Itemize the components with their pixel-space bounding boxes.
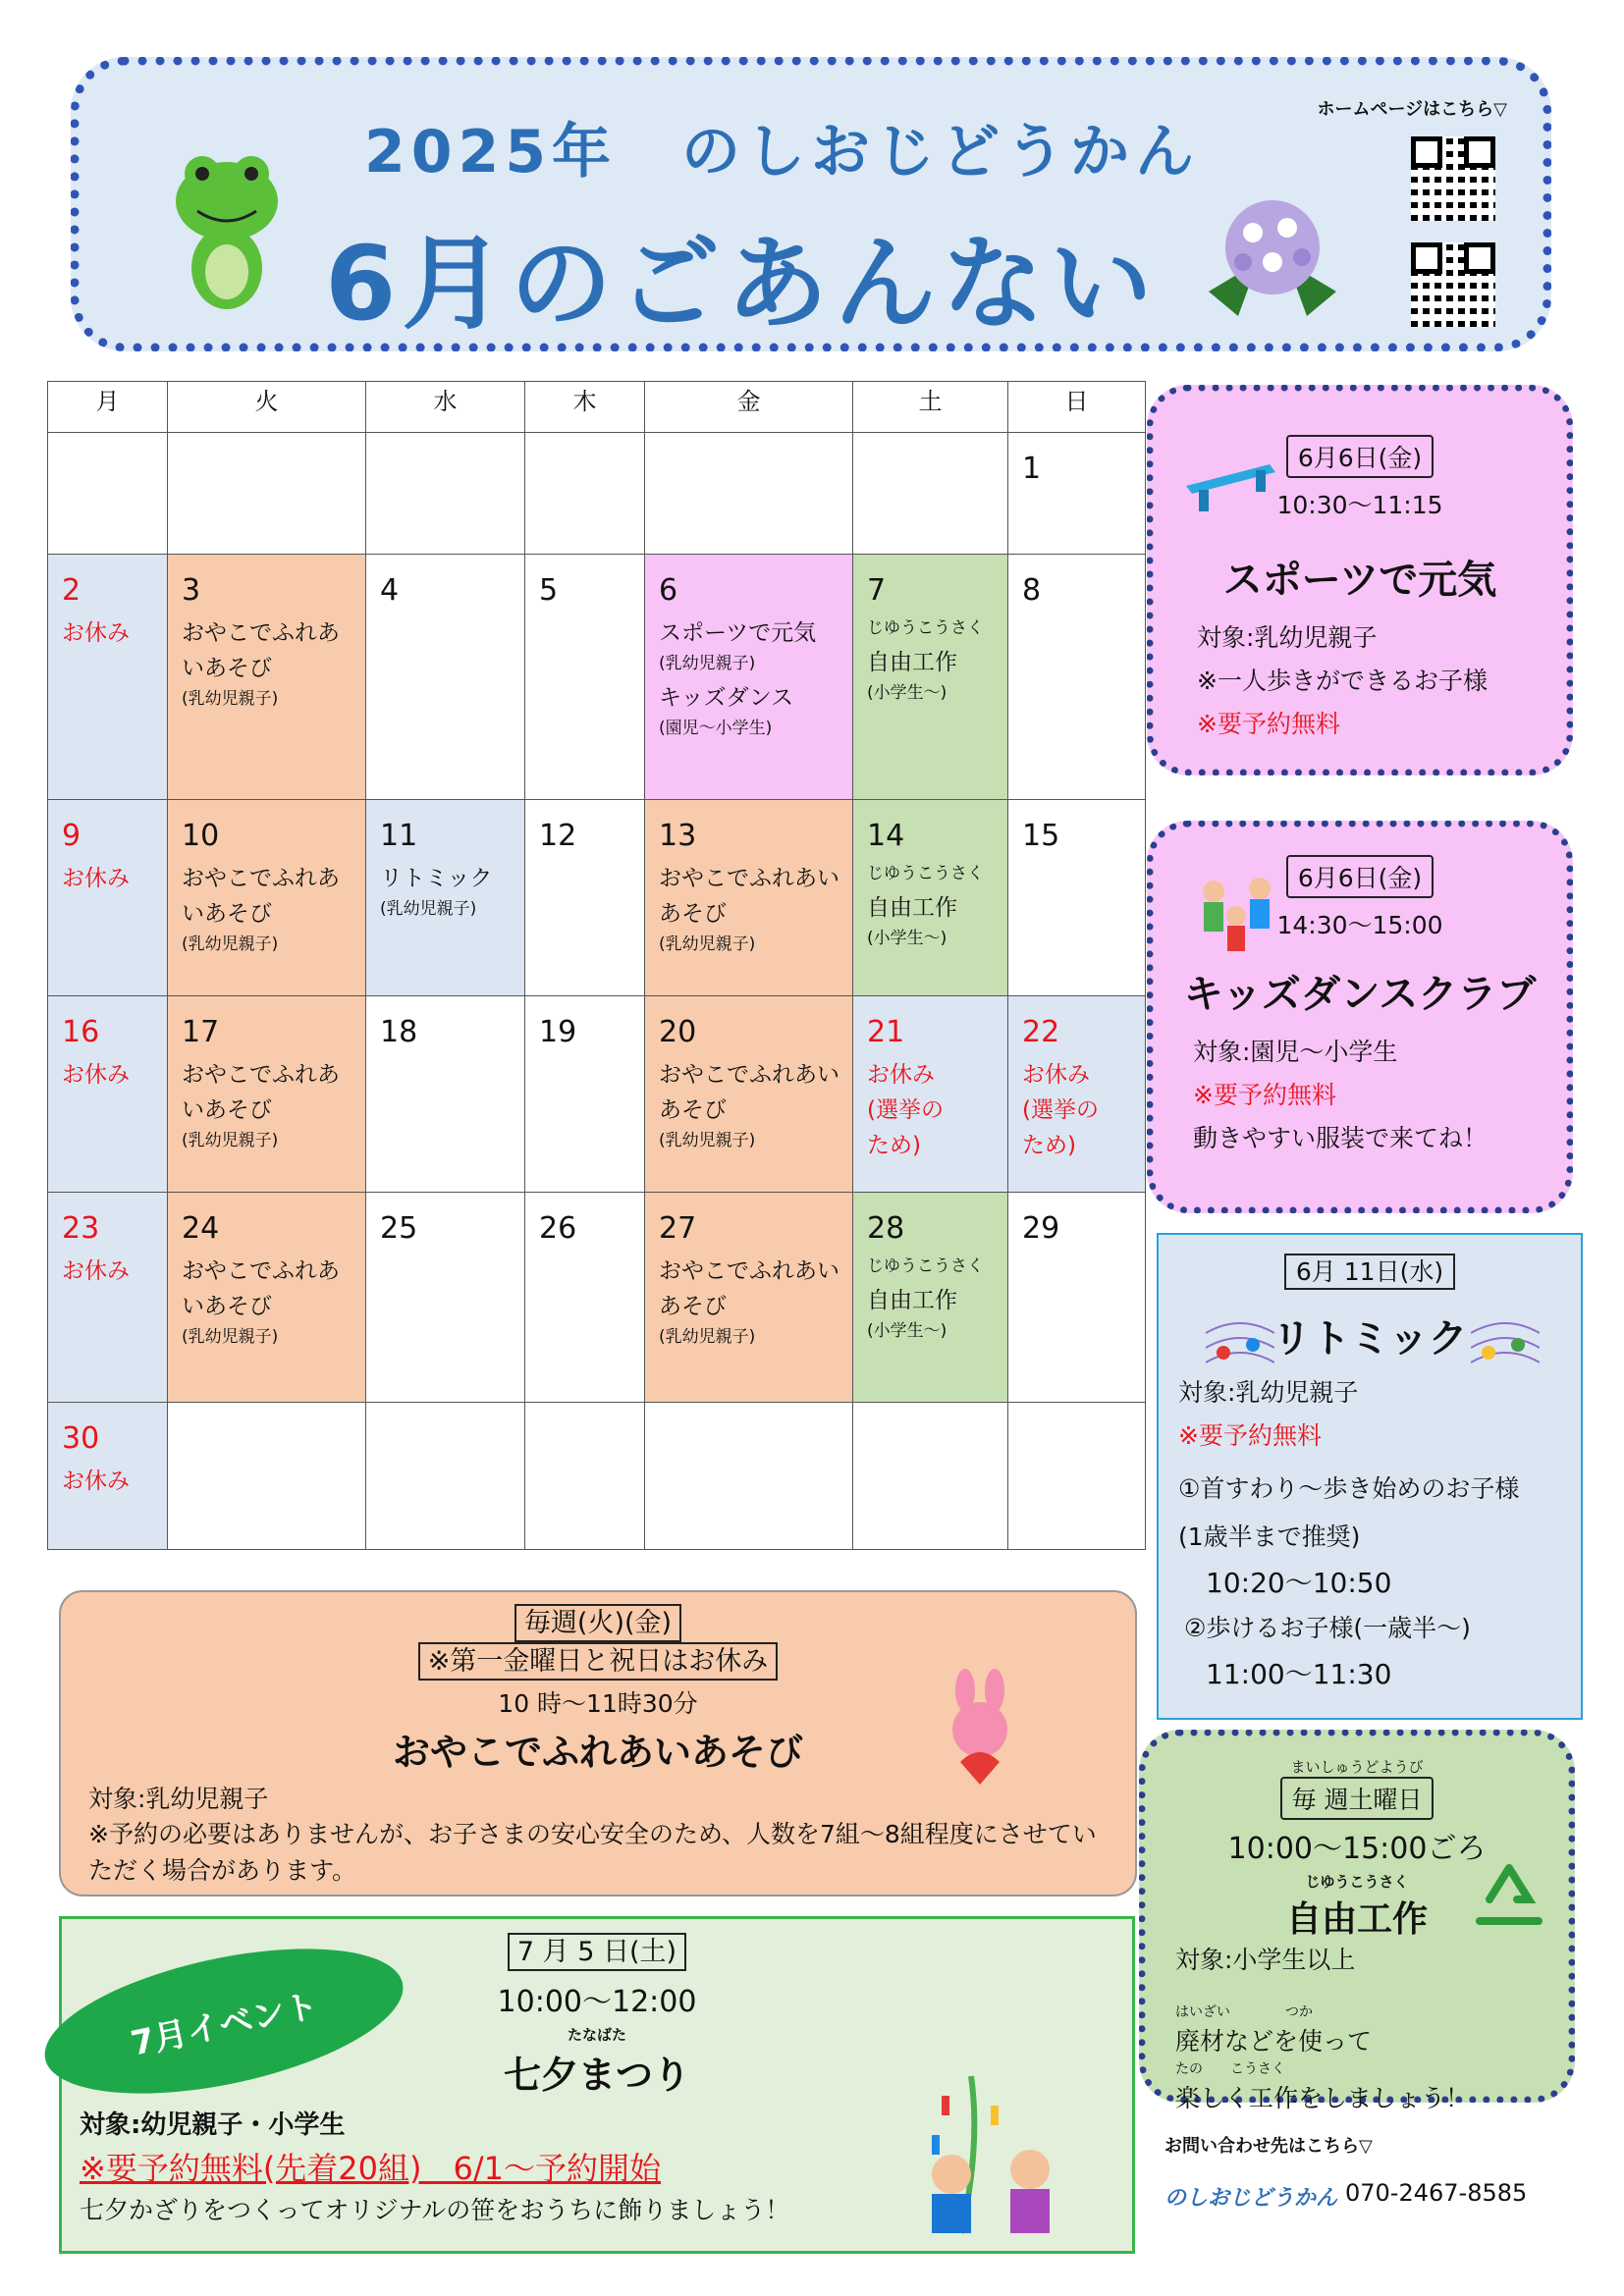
day-number: 5 [539, 573, 559, 608]
calendar-day-cell [645, 996, 853, 1193]
calendar-day-cell [366, 1403, 525, 1550]
craft-line1: 廃材などを使って [1175, 2026, 1373, 2056]
dance-reserve: ※要予約無料 [1193, 1080, 1336, 1109]
qr-code-icon[interactable] [1411, 242, 1495, 327]
music-notes-icon [1471, 1313, 1540, 1372]
day-event-text: (小学生～) [867, 928, 947, 948]
calendar-day-cell [48, 996, 168, 1193]
sports-target: 対象:乳幼児親子 [1197, 623, 1378, 652]
day-event-text: (小学生～) [867, 682, 947, 703]
calendar-day-cell [645, 1193, 853, 1403]
dancing-kids-icon [1189, 877, 1287, 955]
day-number: 11 [380, 819, 418, 853]
oyako-closed: ※第一金曜日と祝日はお休み [418, 1642, 779, 1681]
craft-weekly: 毎 週土曜日 [1280, 1777, 1435, 1820]
day-event-text: (選挙の [867, 1097, 944, 1124]
calendar-day-cell [1008, 800, 1146, 996]
craft-title: 自由工作 [1285, 1899, 1428, 1940]
day-event-text: (選挙の [1022, 1097, 1099, 1124]
day-event-text: お休み [62, 1258, 130, 1284]
rhythmic-line1: ①首すわり～歩き始めのお子様 [1178, 1473, 1520, 1503]
day-event-text: 自由工作 [867, 1287, 957, 1313]
calendar-day-cell [366, 555, 525, 800]
craft-event-box [1139, 1730, 1575, 2112]
qr-code-icon[interactable] [1411, 136, 1495, 221]
day-number: 3 [182, 573, 201, 608]
day-event-text: おやこでふれあい [659, 1258, 839, 1284]
oyako-event-box [59, 1590, 1137, 1896]
july-target: 対象:幼児親子・小学生 [80, 2110, 346, 2141]
july-event-badge: 7月イベント [32, 1922, 415, 2121]
rhythmic-time2: 11:00～11:30 [1206, 1657, 1392, 1690]
rhythmic-line2: (1歳半まで推奨) [1178, 1522, 1361, 1552]
craft-title-ruby: じゆうこうさく [1305, 1873, 1409, 1891]
day-event-text: いあそび [182, 1097, 272, 1124]
calendar-day-cell [366, 996, 525, 1193]
day-event-text: ため) [1022, 1133, 1076, 1159]
calendar-day-cell [366, 433, 525, 555]
calendar-day-cell [525, 996, 645, 1193]
day-event-text: いあそび [182, 656, 272, 682]
day-number: 7 [867, 573, 887, 608]
weekday-header: 水 [366, 382, 525, 433]
day-number: 28 [867, 1211, 905, 1246]
day-event-text: あそび [659, 901, 727, 928]
july-date: 7 月 5 日(土) [508, 1933, 686, 1971]
oyako-title: おやこでふれあいあそび [392, 1731, 803, 1775]
rhythmic-target: 対象:乳幼児親子 [1178, 1378, 1359, 1407]
day-event-text: おやこでふれあ [182, 620, 340, 646]
calendar-day-cell [525, 433, 645, 555]
day-number: 20 [659, 1015, 697, 1049]
calendar-day-cell [48, 1193, 168, 1403]
oyako-time: 10 時～11時30分 [498, 1689, 698, 1719]
day-event-text: (乳幼児親子) [182, 934, 279, 955]
recycle-icon [1470, 1862, 1548, 1931]
day-event-text: 自由工作 [867, 894, 957, 921]
weekday-header: 月 [48, 382, 168, 433]
calendar-day-cell [168, 800, 366, 996]
day-number: 21 [867, 1015, 905, 1049]
day-number: 8 [1022, 573, 1042, 608]
calendar-day-cell [168, 1193, 366, 1403]
day-event-text: (乳幼児親子) [182, 1327, 279, 1348]
day-event-text: (乳幼児親子) [659, 1131, 756, 1151]
day-event-text: (乳幼児親子) [182, 1131, 279, 1151]
weekday-header: 火 [168, 382, 366, 433]
day-event-text: スポーツで元気 [659, 620, 817, 646]
day-number: 15 [1022, 819, 1060, 853]
day-number: 17 [182, 1015, 220, 1049]
day-event-text: お休み [62, 1062, 130, 1088]
day-event-text: じゆうこうさく [867, 864, 984, 883]
day-number: 25 [380, 1211, 418, 1246]
sports-time: 10:30～11:15 [1276, 491, 1443, 519]
calendar-day-cell [168, 555, 366, 800]
day-event-text: ため) [867, 1133, 921, 1159]
calendar-day-cell [168, 1403, 366, 1550]
sports-date: 6月6日(金) [1286, 435, 1434, 478]
july-title-ruby: たなばた [567, 2026, 626, 2045]
calendar-week-row [48, 1403, 1146, 1550]
homepage-label: ホームページはこちら▽ [1317, 99, 1507, 120]
day-number: 24 [182, 1211, 220, 1246]
calendar-day-cell [1008, 1403, 1146, 1550]
calendar-day-cell [645, 555, 853, 800]
dance-time: 14:30～15:00 [1276, 911, 1443, 939]
day-number: 1 [1022, 452, 1042, 486]
day-event-text: キッズダンス [659, 684, 794, 711]
day-event-text: (乳幼児親子) [380, 899, 477, 920]
rhythmic-time1: 10:20～10:50 [1206, 1567, 1392, 1599]
craft-weekly-ruby: まいしゅうどようび [1290, 1758, 1424, 1776]
sports-event-box [1147, 385, 1573, 775]
calendar-day-cell [853, 800, 1008, 996]
calendar-day-cell [168, 996, 366, 1193]
day-number: 19 [539, 1015, 577, 1049]
calendar-day-cell [645, 1403, 853, 1550]
day-event-text: あそび [659, 1097, 727, 1124]
calendar-week-row [48, 433, 1146, 555]
dance-date: 6月6日(金) [1286, 855, 1434, 898]
calendar-day-cell [525, 1193, 645, 1403]
day-number: 30 [62, 1421, 100, 1456]
day-number: 27 [659, 1211, 697, 1246]
calendar-day-cell [366, 1193, 525, 1403]
craft-target: 対象:小学生以上 [1175, 1946, 1356, 1974]
day-event-text: お休み [1022, 1062, 1090, 1088]
day-number: 12 [539, 819, 577, 853]
weekday-header-row [48, 382, 1146, 433]
day-number: 26 [539, 1211, 577, 1246]
day-event-text: リトミック [380, 866, 493, 891]
day-number: 16 [62, 1015, 100, 1049]
calendar-day-cell [1008, 996, 1146, 1193]
day-event-text: おやこでふれあ [182, 1258, 340, 1284]
july-title: 七夕まつり [503, 2054, 690, 2098]
calendar-week-row [48, 1193, 1146, 1403]
calendar-day-cell [48, 433, 168, 555]
day-number: 13 [659, 819, 697, 853]
calendar-table [47, 381, 1146, 1550]
calendar-day-cell [1008, 555, 1146, 800]
day-event-text: (乳幼児親子) [659, 1327, 756, 1348]
day-number: 4 [380, 573, 400, 608]
day-number: 9 [62, 819, 81, 853]
craft-time: 10:00～15:00ごろ [1227, 1832, 1487, 1866]
rhythmic-date: 6月 11日(水) [1284, 1254, 1455, 1290]
weekday-header: 土 [853, 382, 1008, 433]
calendar-day-cell [1008, 1193, 1146, 1403]
day-event-text: じゆうこうさく [867, 1256, 984, 1276]
calendar-day-cell [366, 800, 525, 996]
frog-icon [168, 152, 286, 319]
contact-name: のしおじどうかん [1164, 2186, 1338, 2211]
calendar-day-cell [645, 800, 853, 996]
dance-note: 動きやすい服装で来てね！ [1193, 1123, 1489, 1152]
day-event-text: お休み [62, 866, 130, 891]
calendar-day-cell [1008, 433, 1146, 555]
day-event-text: (乳幼児親子) [182, 689, 279, 710]
oyako-note: ※予約の必要はありませんが、お子さまの安心安全のため、人数を7組～8組程度にさせていただく場合があります。 [88, 1820, 1097, 1885]
calendar-day-cell [525, 1403, 645, 1550]
rhythmic-reserve: ※要予約無料 [1178, 1420, 1322, 1450]
rhythmic-line3: ②歩けるお子様(一歳半～) [1184, 1614, 1471, 1642]
calendar-body [48, 433, 1146, 1550]
calendar-day-cell [645, 433, 853, 555]
weekday-header: 木 [525, 382, 645, 433]
day-number: 23 [62, 1211, 100, 1246]
day-number: 10 [182, 819, 220, 853]
july-note: 七夕かざりをつくってオリジナルの笹をおうちに飾りましょう！ [80, 2196, 790, 2225]
calendar-week-row [48, 555, 1146, 800]
day-event-text: おやこでふれあい [659, 866, 839, 891]
tanabata-kids-icon [902, 2066, 1079, 2243]
calendar-day-cell [48, 800, 168, 996]
calendar-day-cell [853, 996, 1008, 1193]
rhythmic-title: リトミック [1272, 1316, 1468, 1362]
contact-label: お問い合わせ先はこちら▽ [1164, 2136, 1373, 2157]
day-event-text: 自由工作 [867, 649, 957, 675]
july-reserve: ※要予約無料(先着20組) 6/1～予約開始 [80, 2150, 662, 2188]
calendar-day-cell [48, 1403, 168, 1550]
oyako-target: 対象:乳幼児親子 [88, 1785, 269, 1814]
calendar-day-cell [853, 1403, 1008, 1550]
craft-line2: 楽しく工作をしましょう！ [1175, 2084, 1471, 2112]
rhythmic-event-box [1157, 1233, 1583, 1720]
day-number: 6 [659, 573, 678, 608]
day-event-text: おやこでふれあい [659, 1062, 839, 1088]
calendar-day-cell [525, 555, 645, 800]
oyako-weekly: 毎週(火)(金) [514, 1604, 681, 1642]
craft-line1-ruby: はいざい つか [1175, 2003, 1313, 2020]
calendar-week-row [48, 800, 1146, 996]
day-event-text: いあそび [182, 1294, 272, 1320]
day-event-text: (園児～小学生) [659, 719, 773, 739]
hydrangea-icon [1199, 193, 1346, 321]
day-event-text: あそび [659, 1294, 727, 1320]
day-event-text: いあそび [182, 901, 272, 928]
day-number: 22 [1022, 1015, 1060, 1049]
header-banner [71, 57, 1551, 351]
contact-phone[interactable]: 070-2467-8585 [1345, 2179, 1528, 2207]
day-event-text: お休み [867, 1062, 935, 1088]
day-event-text: (乳幼児親子) [659, 934, 756, 955]
calendar-day-cell [168, 433, 366, 555]
craft-line2-ruby: たの こうさく [1175, 2061, 1285, 2077]
day-event-text: お休み [62, 620, 130, 646]
calendar-day-cell [853, 433, 1008, 555]
dance-target: 対象:園児～小学生 [1193, 1038, 1398, 1066]
day-event-text: おやこでふれあ [182, 1062, 340, 1088]
day-number: 14 [867, 819, 905, 853]
day-event-text: おやこでふれあ [182, 866, 340, 891]
year-title: 2025年 のしおじどうかん [364, 118, 1200, 187]
day-number: 2 [62, 573, 81, 608]
sports-title: スポーツで元気 [1222, 558, 1497, 603]
day-event-text: じゆうこうさく [867, 618, 984, 638]
sports-reserve: ※要予約無料 [1197, 709, 1340, 738]
day-number: 18 [380, 1015, 418, 1049]
day-event-text: (乳幼児親子) [659, 654, 756, 674]
weekday-header: 金 [645, 382, 853, 433]
day-number: 29 [1022, 1211, 1060, 1246]
main-title: 6月のごあんない [325, 224, 1159, 344]
music-notes-icon [1206, 1313, 1274, 1372]
day-event-text: お休み [62, 1468, 130, 1494]
rabbit-icon [931, 1669, 1029, 1787]
dance-event-box [1147, 821, 1573, 1213]
calendar-day-cell [853, 555, 1008, 800]
july-time: 10:00～12:00 [497, 1985, 697, 2020]
balance-beam-icon [1181, 456, 1279, 515]
calendar-week-row [48, 996, 1146, 1193]
sports-note: ※一人歩きができるお子様 [1197, 666, 1488, 695]
calendar-day-cell [525, 800, 645, 996]
calendar-day-cell [853, 1193, 1008, 1403]
calendar-day-cell [48, 555, 168, 800]
dance-title: キッズダンスクラブ [1183, 972, 1537, 1017]
weekday-header: 日 [1008, 382, 1146, 433]
day-event-text: (小学生～) [867, 1320, 947, 1341]
